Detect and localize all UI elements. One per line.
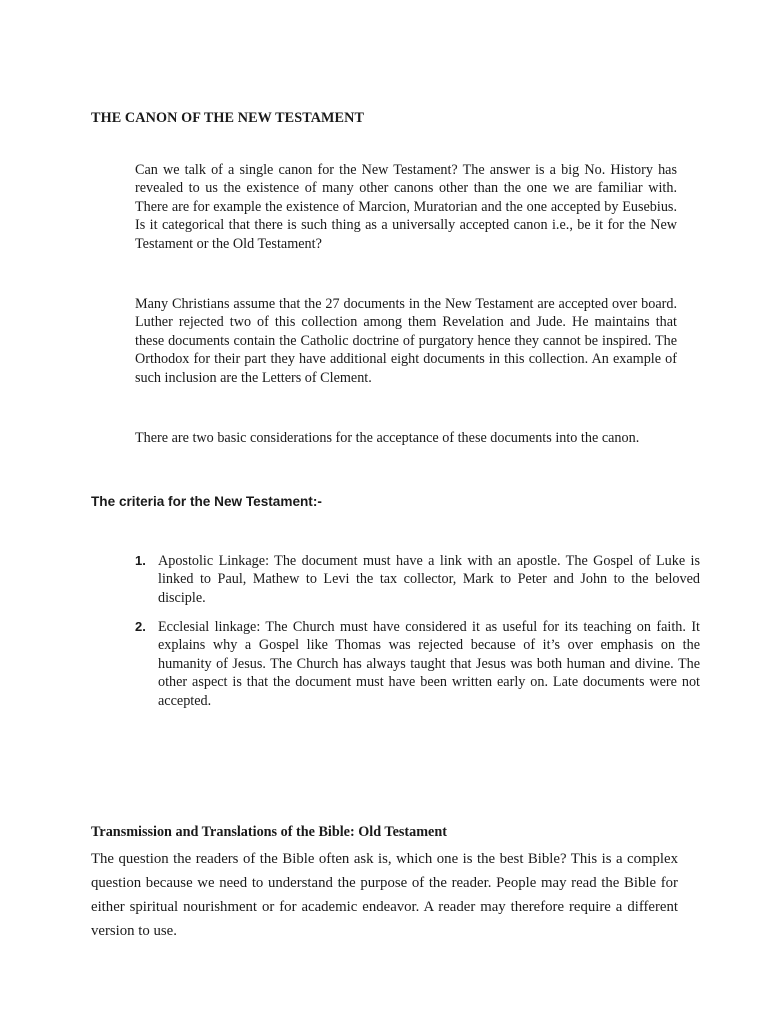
criteria-list-item: [135, 552, 700, 607]
paragraph-two-considerations: There are two basic considerations for the acceptance of these documents into the canon.: [135, 430, 640, 446]
document-title: THE CANON OF THE NEW TESTAMENT: [91, 110, 365, 126]
list-number: 1.: [135, 553, 146, 568]
section-heading-transmission: Transmission and Translations of the Bible: Old Testament: [91, 824, 447, 840]
paragraph-single-canon: Can we talk of a single canon for the New Testament? The answer is a big No. History has revealed to us the existence of many other canons other than the one we are familiar with. There are for example the existence of Marcion, Muratorian and the one accepted by Eusebius. Is it categorical that there is such thing as a universally accepted canon i.e., be it for the New Testament or the Old Testament?: [135, 162, 677, 252]
criteria-text-ecclesial: Ecclesial linkage: The Church must have considered it as useful for its teaching on faith. It explains why a Gospel like Thomas was rejected because of it’s over emphasis on the humanity of Jesus. The Church has always taught that Jesus was both human and divine. The other aspect is that the document must have been written early on. Late documents were not accepted.: [158, 619, 700, 709]
criteria-text-apostolic: Apostolic Linkage: The document must have a link with an apostle. The Gospel of Luke is linked to Paul, Mathew to Levi the tax collector, Mark to Peter and John to the beloved disciple.: [158, 553, 700, 606]
criteria-list-item: [135, 618, 700, 710]
paragraph-27-documents: Many Christians assume that the 27 documents in the New Testament are accepted over board. Luther rejected two of this collection among them Revelation and Jude. He maintains that these documents contain the Catholic doctrine of purgatory hence they cannot be inspired. The Orthodox for their part they have additional eight documents in this collection. An example of such inclusion are the Letters of Clement.: [135, 296, 677, 386]
paragraph-best-bible: The question the readers of the Bible often ask is, which one is the best Bible? This is a complex question because we need to understand the purpose of the reader. People may read the Bible for either spiritual nourishment or for academic endeavor. A reader may therefore require a different version to use.: [91, 851, 678, 939]
list-number: 2.: [135, 619, 146, 634]
criteria-heading: The criteria for the New Testament:-: [91, 494, 322, 509]
